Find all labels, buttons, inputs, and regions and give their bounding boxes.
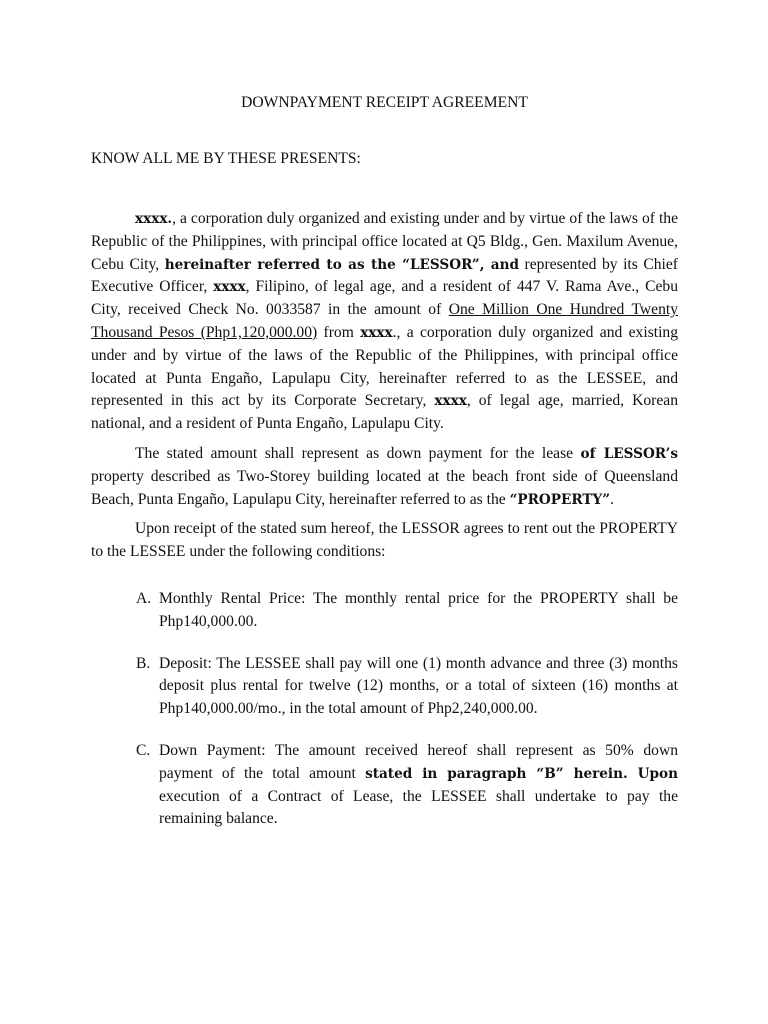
lessor-designation: hereinafter referred to as the “LESSOR”, and	[164, 256, 519, 273]
lessor-name-redacted: xxxx.	[135, 211, 173, 227]
condition-text: Monthly Rental Price: The monthly rental price for the PROPERTY shall be Php140,000.00.	[159, 589, 678, 630]
condition-item-a	[91, 588, 678, 634]
paragraph-text: .	[610, 490, 614, 508]
paragraph-property	[91, 443, 678, 511]
paragraph-text: property described as Two-Storey building located at the beach front side of Queensland Beach, Punta Engaño, Lapulapu City, hereinafter referred to as the	[91, 467, 678, 508]
paragraph-parties	[91, 208, 678, 436]
condition-text: Deposit: The LESSEE shall pay will one (1) month advance and three (3) months deposit plus rental for twelve (12) months, or a total of sixteen (16) months at Php140,000.00/mo., in the total amount of Php2,240,000.00.	[159, 654, 678, 718]
secretary-name-redacted: xxxx	[434, 393, 467, 410]
document-title: DOWNPAYMENT RECEIPT AGREEMENT	[241, 94, 528, 111]
condition-item-b	[91, 653, 678, 721]
condition-emphasis: stated in paragraph “B” herein. Upon	[365, 765, 678, 782]
paragraph-text: from	[317, 323, 361, 341]
property-term: “PROPERTY”	[509, 491, 611, 508]
opening-line: KNOW ALL ME BY THESE PRESENTS:	[91, 150, 361, 167]
paragraph-text: , Filipino, of legal age, and a resident of 447 V. Rama Ave., Cebu City, received Check No. 0033587 in the amount of	[91, 278, 678, 319]
amount-in-words: One Million One Hundred Twenty Thousand Pesos (Php1,120,000.00)	[91, 301, 679, 341]
conditions-list	[91, 588, 678, 831]
lessee-name-redacted: xxxx	[360, 324, 393, 341]
condition-item-c	[91, 740, 678, 831]
condition-text: execution of a Contract of Lease, the LESSEE shall undertake to pay the remaining balance.	[159, 787, 678, 828]
lessor-possessive: of LESSOR’s	[580, 445, 678, 462]
paragraph-conditions-intro: Upon receipt of the stated sum hereof, the LESSOR agrees to rent out the PROPERTY to the LESSEE under the following conditions:	[91, 520, 678, 561]
paragraph-text: , of legal age, married, Korean national, and a resident of Punta Engaño, Lapulapu City.	[91, 392, 678, 433]
condition-text: Down Payment: The amount received hereof shall represent as 50% down payment of the total amount	[159, 741, 678, 782]
paragraph-text: The stated amount shall represent as down payment for the lease	[135, 444, 581, 462]
paragraph-text: represented by its Chief Executive Officer,	[91, 255, 678, 296]
list-marker: C.	[136, 741, 151, 759]
paragraph-text: ., a corporation duly organized and existing under and by virtue of the laws of the Republic of the Philippines, with principal office located at Punta Engaño, Lapulapu City, hereinafter referred to as the LESSEE, and represented in this act by its Corporate Secretary,	[91, 323, 679, 410]
list-marker: A.	[136, 589, 152, 607]
paragraph-text: , a corporation duly organized and existing under and by virtue of the laws of the Republic of the Philippines, with principal office located at Q5 Bldg., Gen. Maxilum Avenue, Cebu City,	[91, 210, 678, 273]
ceo-name-redacted: xxxx	[213, 279, 246, 296]
list-marker: B.	[136, 654, 151, 672]
